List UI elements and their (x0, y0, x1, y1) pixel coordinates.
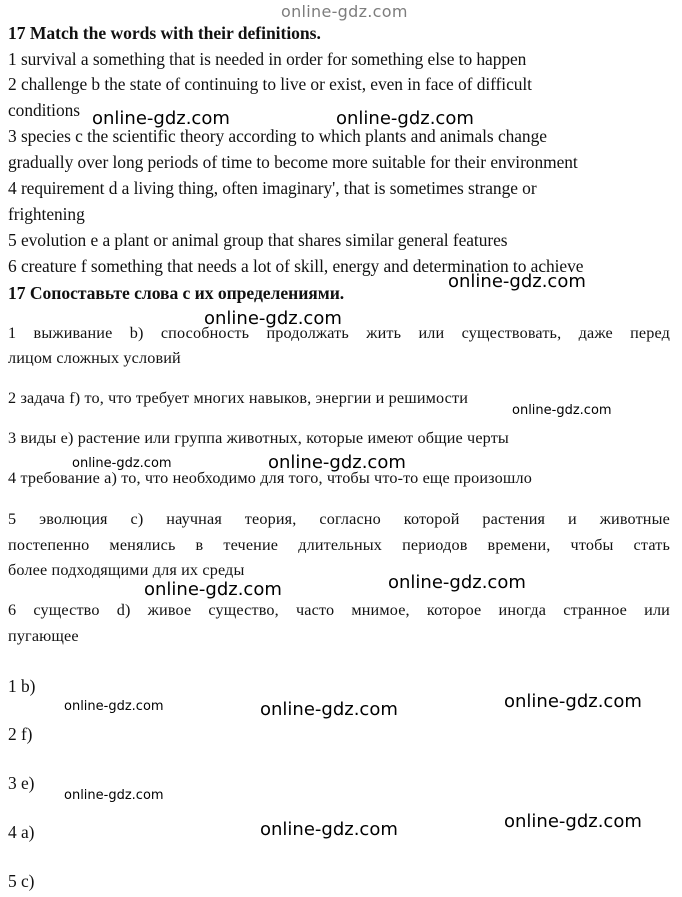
russian-line: 3 виды e) растение или группа животных, которые имеют общие черты (8, 429, 509, 447)
watermark: online-gdz.com (92, 108, 230, 129)
english-line: 5 evolution e a plant or animal group that shares similar general features (8, 230, 508, 250)
answer-item: 5 c) (8, 871, 35, 891)
watermark: online-gdz.com (268, 452, 406, 473)
watermark: online-gdz.com (336, 108, 474, 129)
english-heading: 17 Match the words with their definitions. (8, 23, 321, 43)
watermark: online-gdz.com (504, 811, 642, 832)
watermark: online-gdz.com (144, 579, 282, 600)
russian-line: 1 выживание b) способность продолжать жить или существовать, даже перед (8, 324, 670, 342)
russian-heading: 17 Сопоставьте слова с их определениями. (8, 283, 345, 303)
english-line: 2 challenge b the state of continuing to live or exist, even in face of difficult (8, 74, 532, 94)
russian-line: 5 эволюция c) научная теория, согласно которой растения и животные (8, 510, 670, 528)
english-line: 3 species c the scientific theory according to which plants and animals change (8, 126, 547, 146)
english-line: frightening (8, 204, 85, 224)
russian-line: лицом сложных условий (8, 349, 181, 367)
watermark: online-gdz.com (512, 403, 612, 418)
watermark: online-gdz.com (260, 819, 398, 840)
watermark: online-gdz.com (504, 691, 642, 712)
english-line: gradually over long periods of time to become more suitable for their environment (8, 152, 578, 172)
watermark: online-gdz.com (204, 308, 342, 329)
russian-line: постепенно менялись в течение длительных периодов времени, чтобы стать (8, 536, 670, 554)
english-line: 6 creature f something that needs a lot of skill, energy and determination to achieve (8, 256, 584, 276)
russian-line: 4 требование a) то, что необходимо для того, чтобы что-то еще произошло (8, 469, 532, 487)
russian-line: более подходящими для их среды (8, 561, 245, 579)
watermark: online-gdz.com (448, 271, 586, 292)
russian-line: 6 существо d) живое существо, часто мнимое, которое иногда странное или (8, 601, 670, 619)
english-line: 4 requirement d a living thing, often imaginary', that is sometimes strange or (8, 178, 537, 198)
header-watermark: online-gdz.com (281, 2, 408, 21)
watermark: online-gdz.com (72, 456, 172, 471)
watermark: online-gdz.com (64, 788, 164, 803)
answer-item: 1 b) (8, 676, 36, 696)
watermark: online-gdz.com (260, 699, 398, 720)
watermark: online-gdz.com (388, 572, 526, 593)
watermark: online-gdz.com (64, 699, 164, 714)
russian-line: 2 задача f) то, что требует многих навыков, энергии и решимости (8, 389, 469, 407)
answer-item: 4 a) (8, 822, 35, 842)
english-line: conditions (8, 100, 80, 120)
english-line: 1 survival a something that is needed in order for something else to happen (8, 49, 527, 69)
answer-item: 3 e) (8, 773, 35, 793)
russian-line: пугающее (8, 627, 79, 645)
answer-item: 2 f) (8, 724, 33, 744)
